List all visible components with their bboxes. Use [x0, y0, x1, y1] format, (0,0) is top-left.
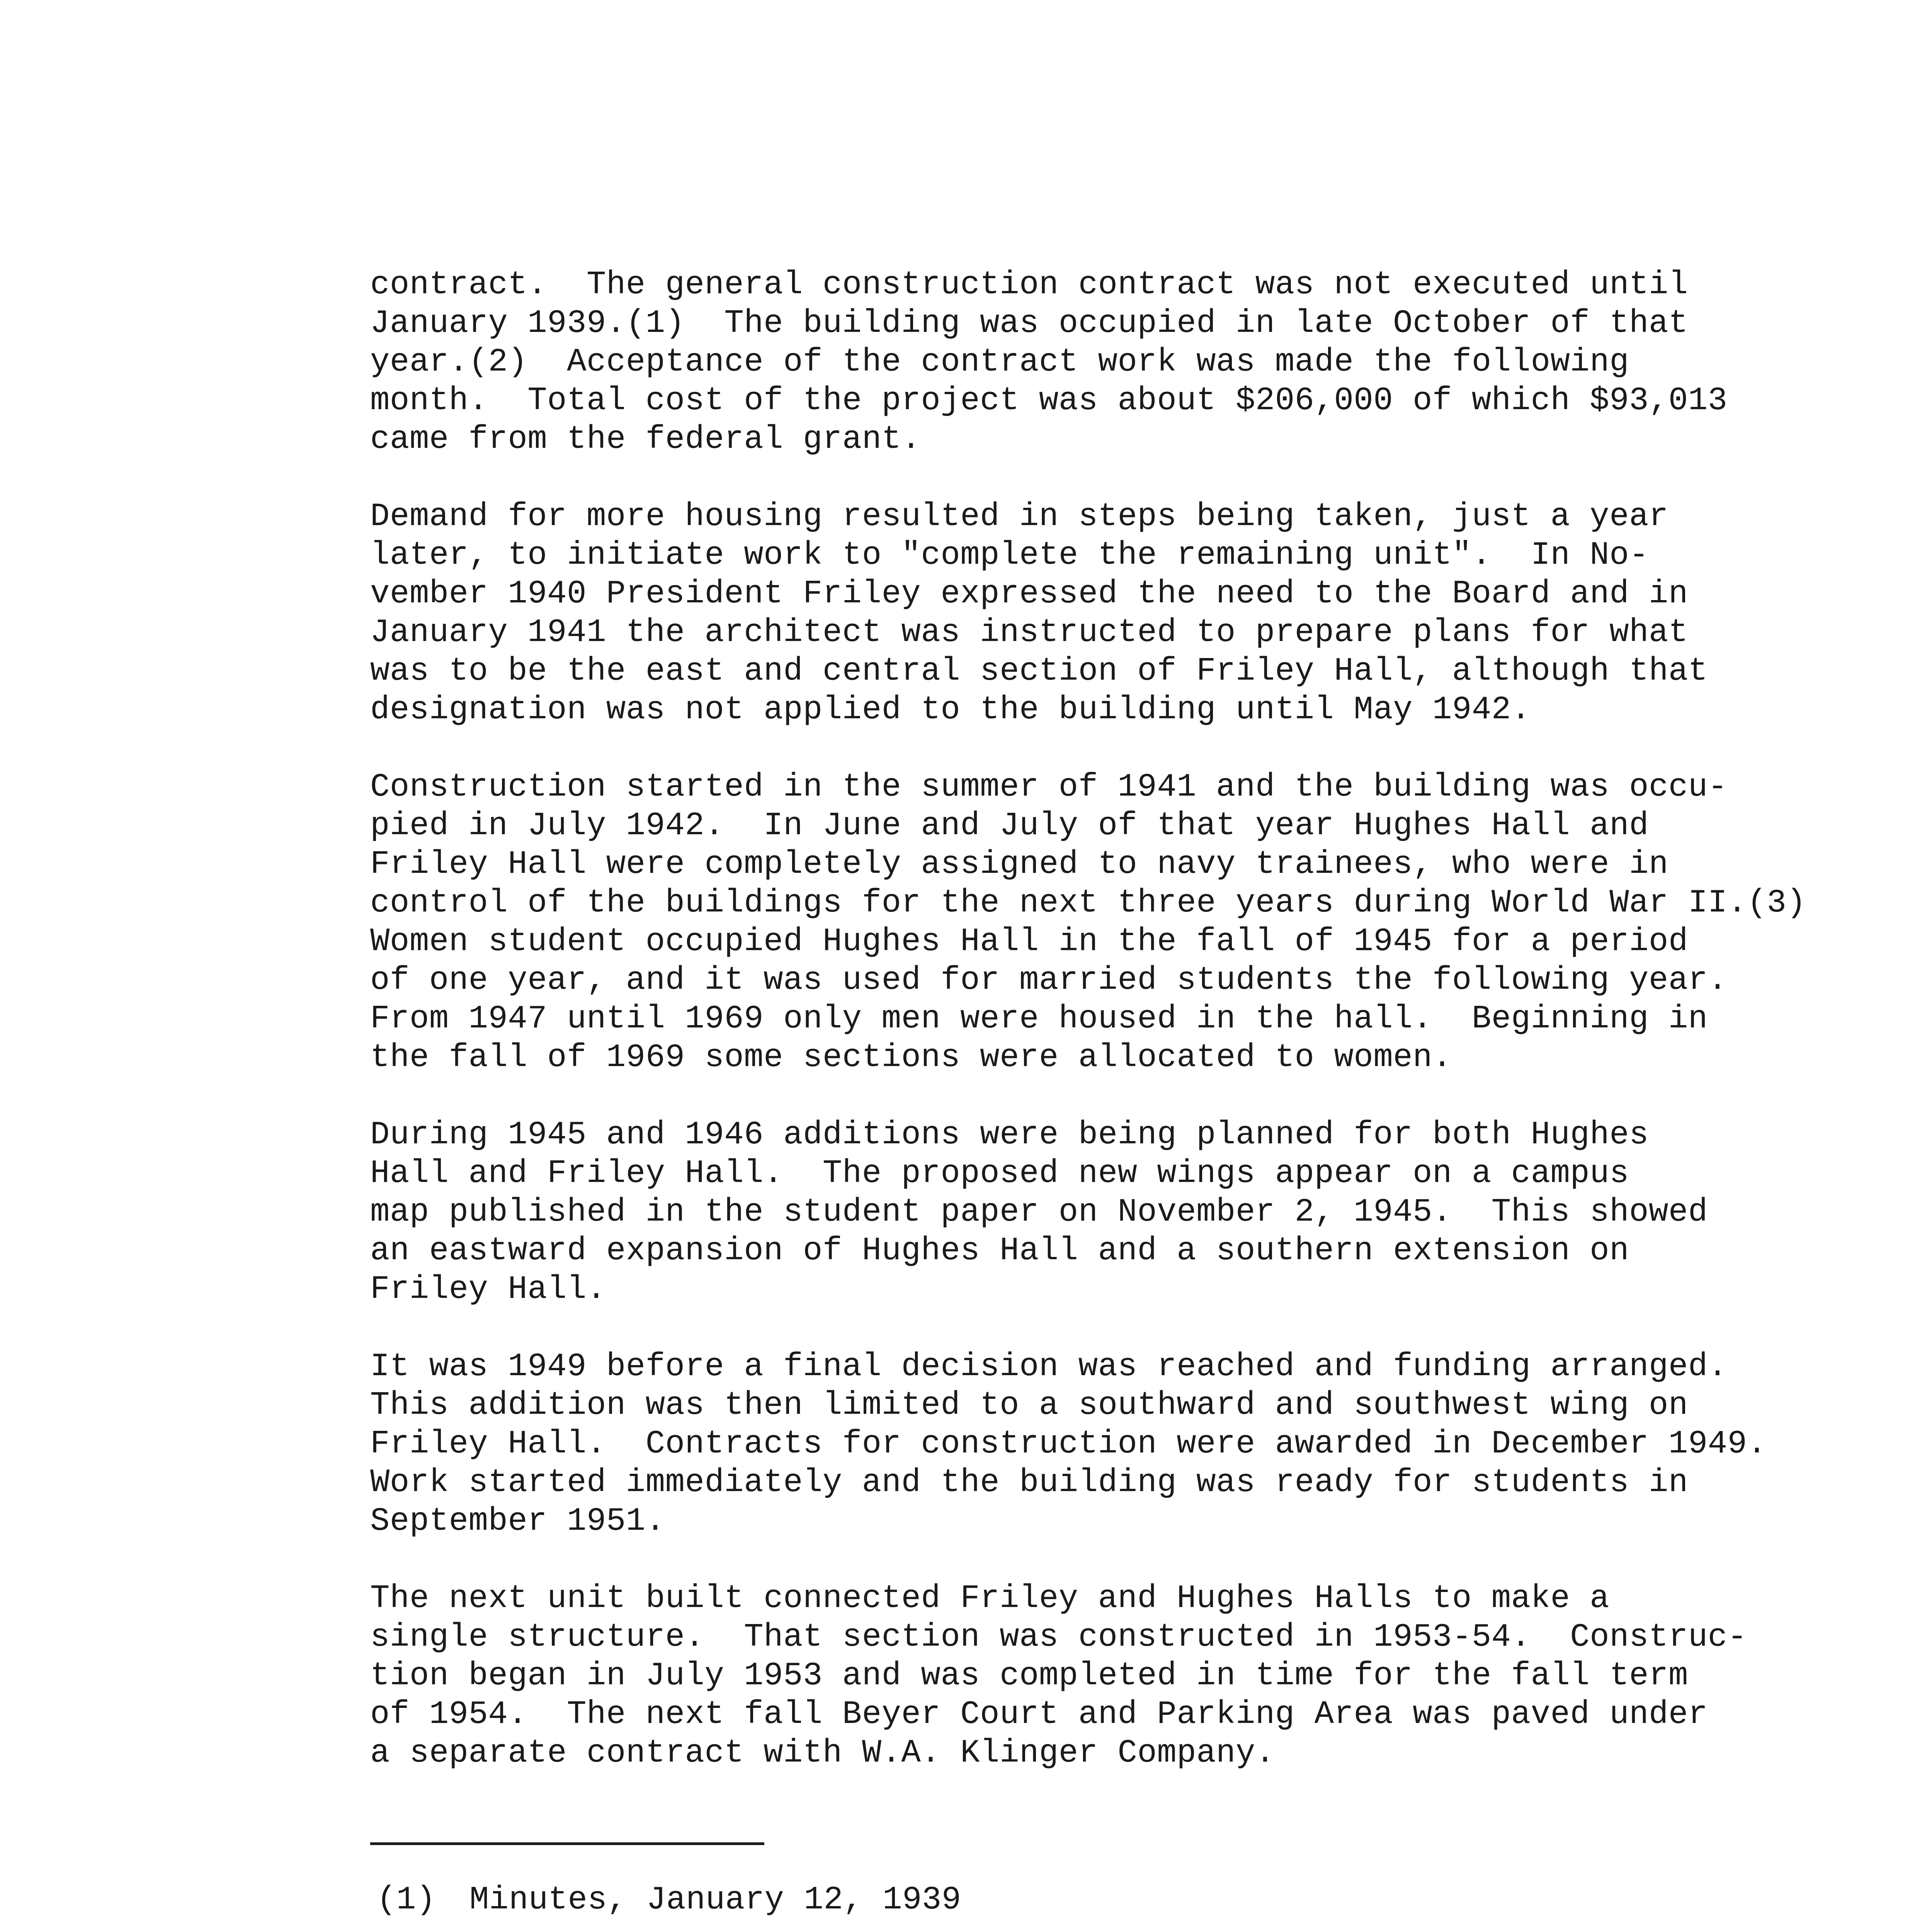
text-line: tion began in July 1953 and was completed in time for the fall term: [370, 1658, 1688, 1694]
text-line: From 1947 until 1969 only men were housed in the hall. Beginning in: [370, 1001, 1708, 1037]
text-line: Demand for more housing resulted in steps being taken, just a year: [370, 498, 1668, 535]
text-line: Hall and Friley Hall. The proposed new wings appear on a campus: [370, 1155, 1629, 1192]
text-line: Friley Hall.: [370, 1271, 606, 1308]
text-line: contract. The general construction contract was not executed until: [370, 267, 1688, 303]
text-line: month. Total cost of the project was about $206,000 of which $93,013: [370, 383, 1728, 419]
text-line: January 1939.(1) The building was occupied in late October of that: [370, 305, 1688, 342]
text-line: Construction started in the summer of 1941 and the building was occu-: [370, 769, 1728, 806]
text-line: single structure. That section was constructed in 1953-54. Construc-: [370, 1619, 1747, 1656]
text-line: designation was not applied to the building until May 1942.: [370, 692, 1531, 728]
text-line: This addition was then limited to a southward and southwest wing on: [370, 1387, 1688, 1424]
text-line: map published in the student paper on November 2, 1945. This showed: [370, 1194, 1708, 1231]
text-line: of 1954. The next fall Beyer Court and Parking Area was paved under: [370, 1696, 1708, 1733]
text-line: January 1941 the architect was instructed to prepare plans for what: [370, 614, 1688, 651]
text-line: Work started immediately and the building was ready for students in: [370, 1464, 1688, 1501]
text-line: Friley Hall were completely assigned to navy trainees, who were in: [370, 846, 1668, 883]
text-line: September 1951.: [370, 1503, 665, 1540]
text-line: Women student occupied Hughes Hall in the fall of 1945 for a period: [370, 923, 1688, 960]
text-line: of one year, and it was used for married students the following year.: [370, 962, 1728, 999]
footnote-rule: [370, 1842, 764, 1845]
text-line: was to be the east and central section of Friley Hall, although that: [370, 653, 1708, 690]
text-line: later, to initiate work to "complete the remaining unit". In No-: [370, 537, 1649, 574]
text-line: It was 1949 before a final decision was reached and funding arranged.: [370, 1349, 1728, 1385]
footnote-text: Minutes, January 12, 1939: [469, 1882, 961, 1918]
text-line: During 1945 and 1946 additions were being planned for both Hughes: [370, 1117, 1649, 1153]
text-line: pied in July 1942. In June and July of that year Hughes Hall and: [370, 808, 1649, 844]
text-line: Friley Hall. Contracts for construction were awarded in December 1949.: [370, 1426, 1767, 1463]
text-line: year.(2) Acceptance of the contract work was made the following: [370, 344, 1629, 381]
text-line: vember 1940 President Friley expressed the need to the Board and in: [370, 576, 1688, 612]
footnote-number: (1): [377, 1882, 436, 1918]
text-line: a separate contract with W.A. Klinger Company.: [370, 1735, 1275, 1772]
text-line: control of the buildings for the next three years during World War II.(3): [370, 885, 1806, 922]
text-line: The next unit built connected Friley and Hughes Halls to make a: [370, 1580, 1610, 1617]
text-line: an eastward expansion of Hughes Hall and a southern extension on: [370, 1233, 1629, 1269]
text-line: came from the federal grant.: [370, 421, 921, 458]
text-line: the fall of 1969 some sections were allocated to women.: [370, 1039, 1452, 1076]
